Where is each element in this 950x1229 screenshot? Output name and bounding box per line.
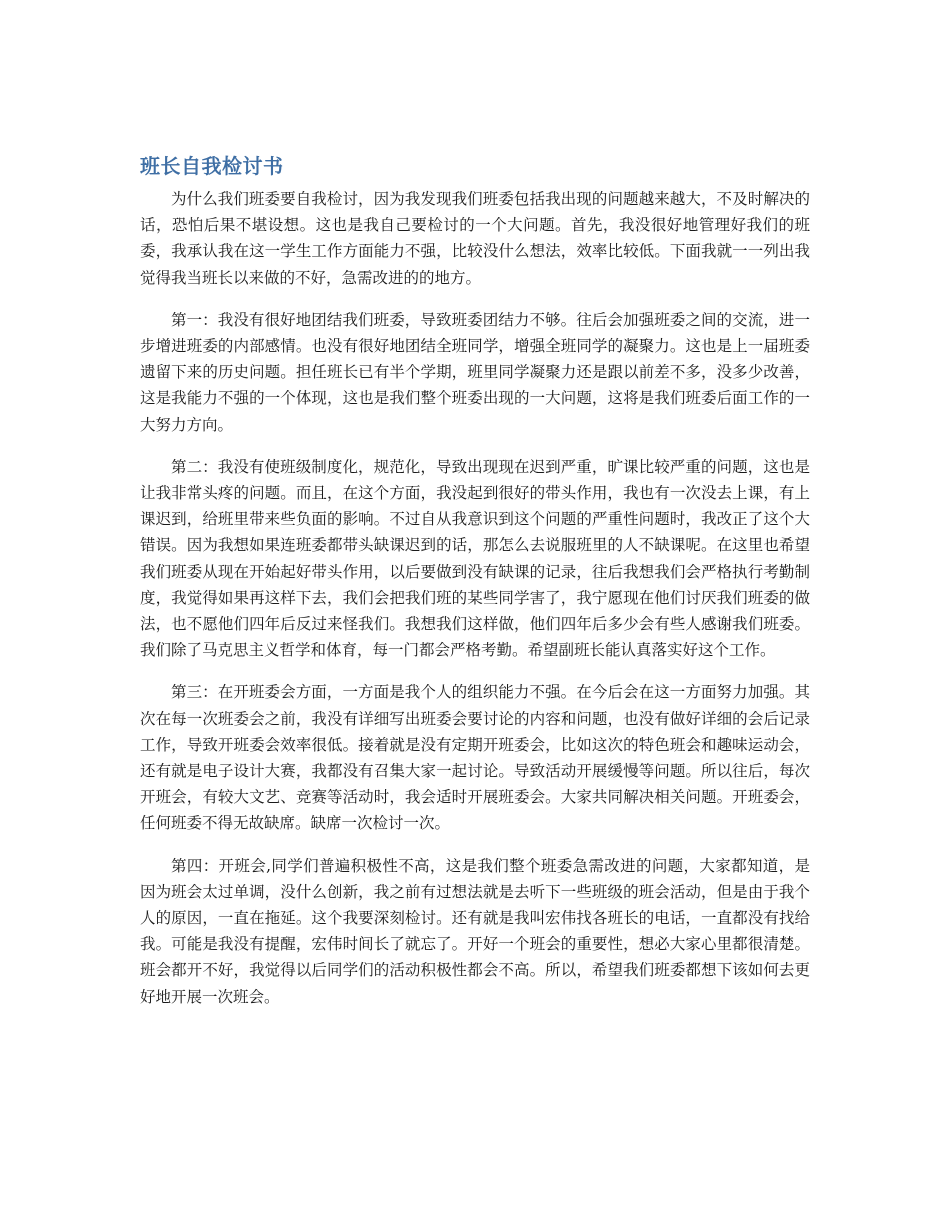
paragraph-second-point: 第二：我没有使班级制度化，规范化，导致出现现在迟到严重，旷课比较严重的问题，这也是让我非常头疼的问题。而且，在这个方面，我没起到很好的带头作用，我也有一次没去上课，有上课迟到，给班里带来些负面的影响。不过自从我意识到这个问题的严重性问题时，我改正了这个大错误。因为我想如果连班委都带头缺课迟到的话，那怎么去说服班里的人不缺课呢。在这里也希望我们班委从现在开始起好带头作用，以后要做到没有缺课的记录，往后我想我们会严格执行考勤制度，我觉得如果再这样下去，我们会把我们班的某些同学害了，我宁愿现在他们讨厌我们班委的做法，也不愿他们四年后反过来怪我们。我想我们这样做，他们四年后多少会有些人感谢我们班委。我们除了马克思主义哲学和体育，每一门都会严格考勤。希望副班长能认真落实好这个工作。 <box>140 457 810 660</box>
paragraph-fourth-point: 第四：开班会,同学们普遍积极性不高，这是我们整个班委急需改进的问题，大家都知道，是因为班会太过单调，没什么创新，我之前有过想法就是去听下一些班级的班会活动，但是由于我个人的原因，一直在拖延。这个我要深刻检讨。还有就是我叫宏伟找各班长的电话，一直都没有找给我。可能是我没有提醒，宏伟时间长了就忘了。开好一个班会的重要性，想必大家心里都很清楚。班会都开不好，我觉得以后同学们的活动积极性都会不高。所以，希望我们班委都想下该如何去更好地开展一次班会。 <box>140 856 810 1006</box>
intro-paragraph: 为什么我们班委要自我检讨，因为我发现我们班委包括我出现的问题越来越大，不及时解决的话，恐怕后果不堪设想。这也是我自己要检讨的一个大问题。首先，我没很好地管理好我们的班委，我承认我在这一学生工作方面能力不强，比较没什么想法，效率比较低。下面我就一一列出我觉得我当班长以来做的不好，急需改进的的地方。 <box>140 190 810 287</box>
document-title: 班长自我检讨书 <box>140 154 284 178</box>
document-body <box>140 150 810 1026</box>
paragraph-third-point: 第三：在开班委会方面，一方面是我个人的组织能力不强。在今后会在这一方面努力加强。其次在每一次班委会之前，我没有详细写出班委会要讨论的内容和问题，也没有做好详细的会后记录工作，导致开班委会效率很低。接着就是没有定期开班委会，比如这次的特色班会和趣味运动会，还有就是电子设计大赛，我都没有召集大家一起讨论。导致活动开展缓慢等问题。所以往后，每次开班会，有较大文艺、竞赛等活动时，我会适时开展班委会。大家共同解决相关问题。开班委会，任何班委不得无故缺席。缺席一次检讨一次。 <box>140 683 810 833</box>
paragraph-first-point: 第一：我没有很好地团结我们班委，导致班委团结力不够。往后会加强班委之间的交流，进一步增进班委的内部感情。也没有很好地团结全班同学，增强全班同学的凝聚力。这也是上一届班委遗留下来的历史问题。担任班长已有半个学期，班里同学凝聚力还是跟以前差不多，没多少改善，这是我能力不强的一个体现，这也是我们整个班委出现的一大问题，这将是我们班委后面工作的一大努力方向。 <box>140 310 810 434</box>
